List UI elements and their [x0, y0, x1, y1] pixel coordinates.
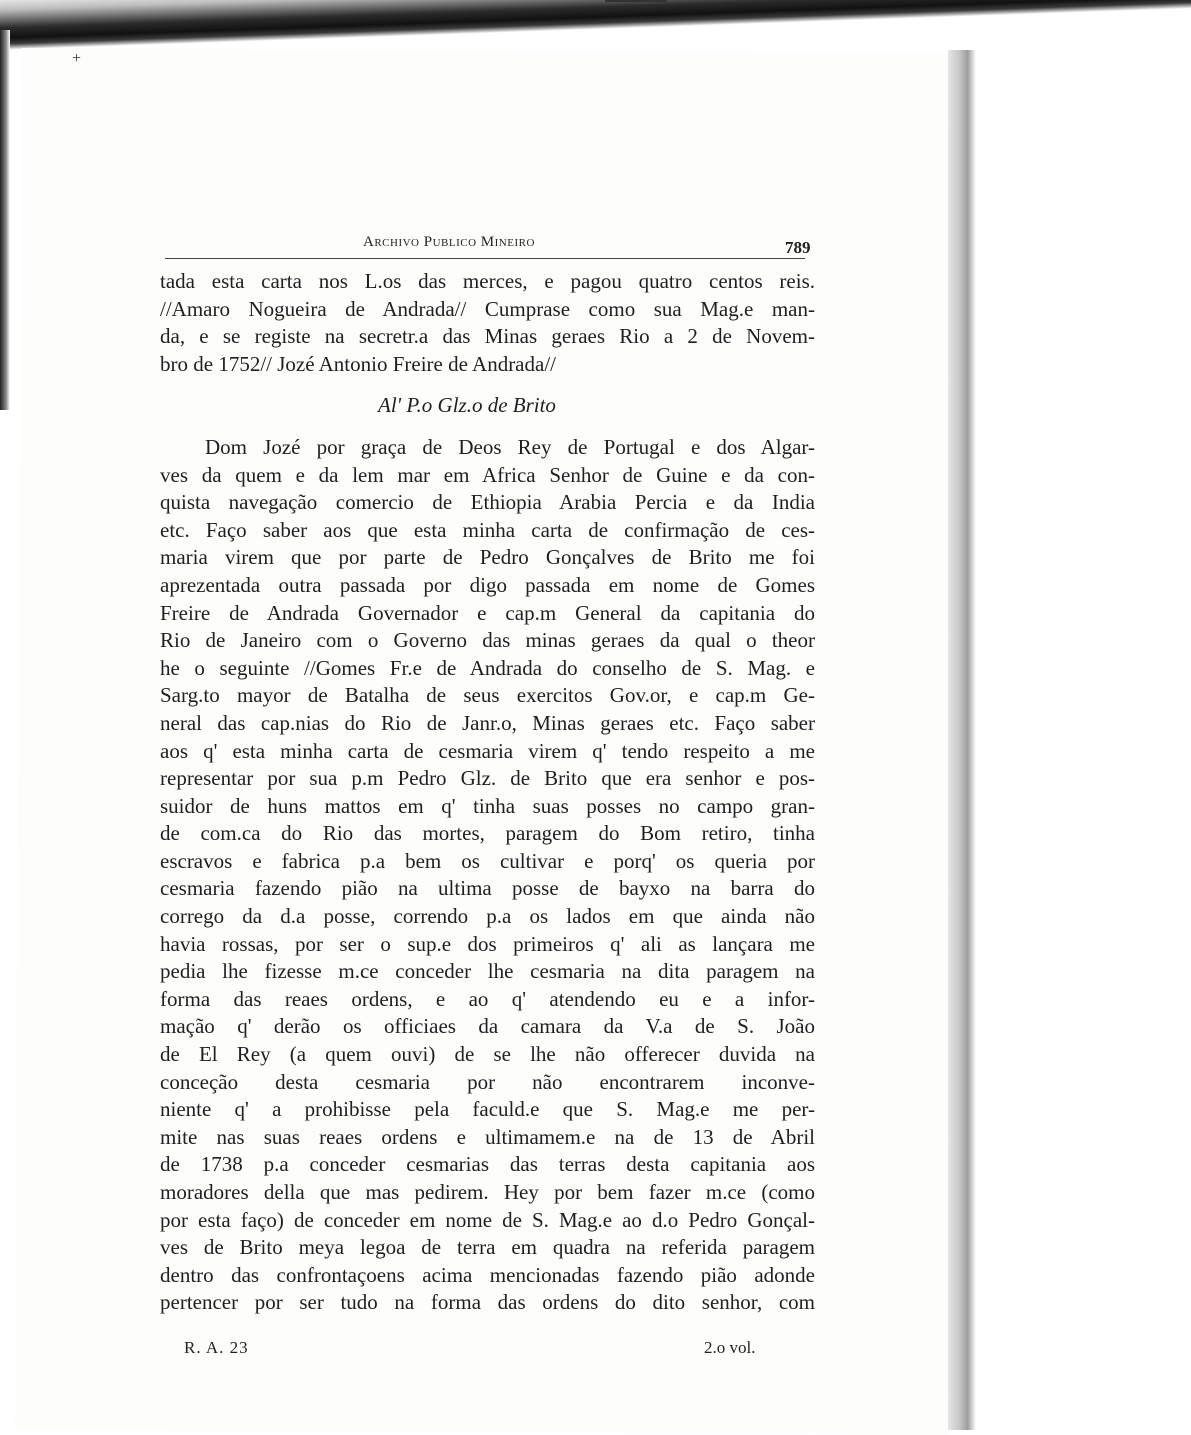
scanner-border-left: [0, 30, 10, 410]
text-line: ves de Brito meya legoa de terra em quadra na referida paragem: [160, 1235, 815, 1260]
header-rule: [165, 258, 805, 259]
text-line: bro de 1752// Jozé Antonio Freire de Andrada//: [160, 351, 556, 376]
text-line: havia rossas, por ser o sup.e dos primeiros q' ali as lançara me: [160, 931, 815, 956]
running-head-title: Archivo Publico Mineiro: [363, 234, 535, 250]
signature-mark: R. A. 23: [184, 1338, 249, 1357]
page-number: 789: [785, 238, 811, 257]
top-scan-mark: [605, 0, 667, 2]
text-line: escravos e fabrica p.a bem os cultivar e porq' os queria por: [160, 848, 815, 873]
text-line: Freire de Andrada Governador e cap.m General da capitania do: [160, 600, 815, 625]
text-line: mação q' derão os officiaes da camara da V.a de S. João: [160, 1014, 815, 1039]
text-line: he o seguinte //Gomes Fr.e de Andrada do conselho de S. Mag. e: [160, 655, 815, 680]
paragraph-first-line: Dom Jozé por graça de Deos Rey de Portugal e dos Algar-: [205, 434, 815, 459]
text-line: representar por sua p.m Pedro Glz. de Brito que era senhor e pos-: [160, 766, 815, 791]
text-line: pertencer por ser tudo na forma das ordens do dito senhor, com: [160, 1290, 815, 1315]
text-line: mite nas suas reaes ordens e ultimamem.e na de 13 de Abril: [160, 1124, 815, 1149]
text-line: aos q' esta minha carta de cesmaria virem q' tendo respeito a me: [160, 738, 815, 763]
text-line: de El Rey (a quem ouvi) de se lhe não offerecer duvida na: [160, 1042, 815, 1067]
text-line: moradores della que mas pedirem. Hey por bem fazer m.ce (como: [160, 1180, 815, 1204]
text-line: corrego da d.a posse, correndo p.a os lados em que ainda não: [160, 904, 815, 929]
text-line: neral das cap.nias do Rio de Janr.o, Minas geraes etc. Faço saber: [160, 710, 815, 735]
text-line: dentro das confrontaçoens acima mencionadas fazendo pião adonde: [160, 1262, 815, 1287]
text-line: Rio de Janeiro com o Governo das minas geraes da qual o theor: [160, 628, 815, 653]
text-line: aprezentada outra passada por digo passada em nome de Gomes: [160, 572, 815, 597]
text-line: cesmaria fazendo pião na ultima posse de bayxo na barra do: [160, 876, 815, 901]
text-line: maria virem que por parte de Pedro Gonçalves de Brito me foi: [160, 545, 815, 570]
document-body: [160, 268, 815, 1317]
text-line: suidor de huns mattos em q' tinha suas posses no campo gran-: [160, 793, 815, 818]
text-line: ves da quem e da lem mar em Africa Senhor de Guine e da con-: [160, 462, 815, 487]
text-line: //Amaro Nogueira de Andrada// Cumprase como sua Mag.e man-: [160, 296, 815, 321]
text-line: forma das reaes ordens, e ao q' atendendo eu e a infor-: [160, 986, 815, 1011]
scribe-signature: Al' P.o Glz.o de Brito: [378, 393, 556, 418]
margin-mark: +: [72, 50, 82, 67]
text-line: tada esta carta nos L.os das merces, e pagou quatro centos reis.: [160, 269, 815, 293]
text-line: Sarg.to mayor de Batalha de seus exercitos Gov.or, e cap.m Ge-: [160, 683, 815, 708]
text-line: niente q' a prohibisse pela faculd.e que S. Mag.e me per-: [160, 1097, 815, 1122]
text-line: de 1738 p.a conceder cesmarias das terras desta capitania aos: [160, 1152, 815, 1177]
line-gap: [160, 378, 815, 392]
text-line: de com.ca do Rio das mortes, paragem do Bom retiro, tinha: [160, 821, 815, 846]
page-edge-shadow: [948, 50, 976, 1430]
line-gap: [160, 420, 815, 434]
text-line: etc. Faço saber aos que esta minha carta de confirmação de ces-: [160, 517, 815, 542]
text-line: conceção desta cesmaria por não encontrarem inconve-: [160, 1069, 815, 1094]
text-line: pedia lhe fizesse m.ce conceder lhe cesmaria na dita paragem na: [160, 959, 815, 984]
text-line: por esta faço) de conceder em nome de S. Mag.e ao d.o Pedro Gonçal-: [160, 1207, 815, 1232]
volume-mark: 2.o vol.: [704, 1338, 756, 1357]
text-line: da, e se registe na secretr.a das Minas geraes Rio a 2 de Novem-: [160, 324, 815, 349]
text-line: quista navegação comercio de Ethiopia Arabia Percia e da India: [160, 490, 815, 515]
